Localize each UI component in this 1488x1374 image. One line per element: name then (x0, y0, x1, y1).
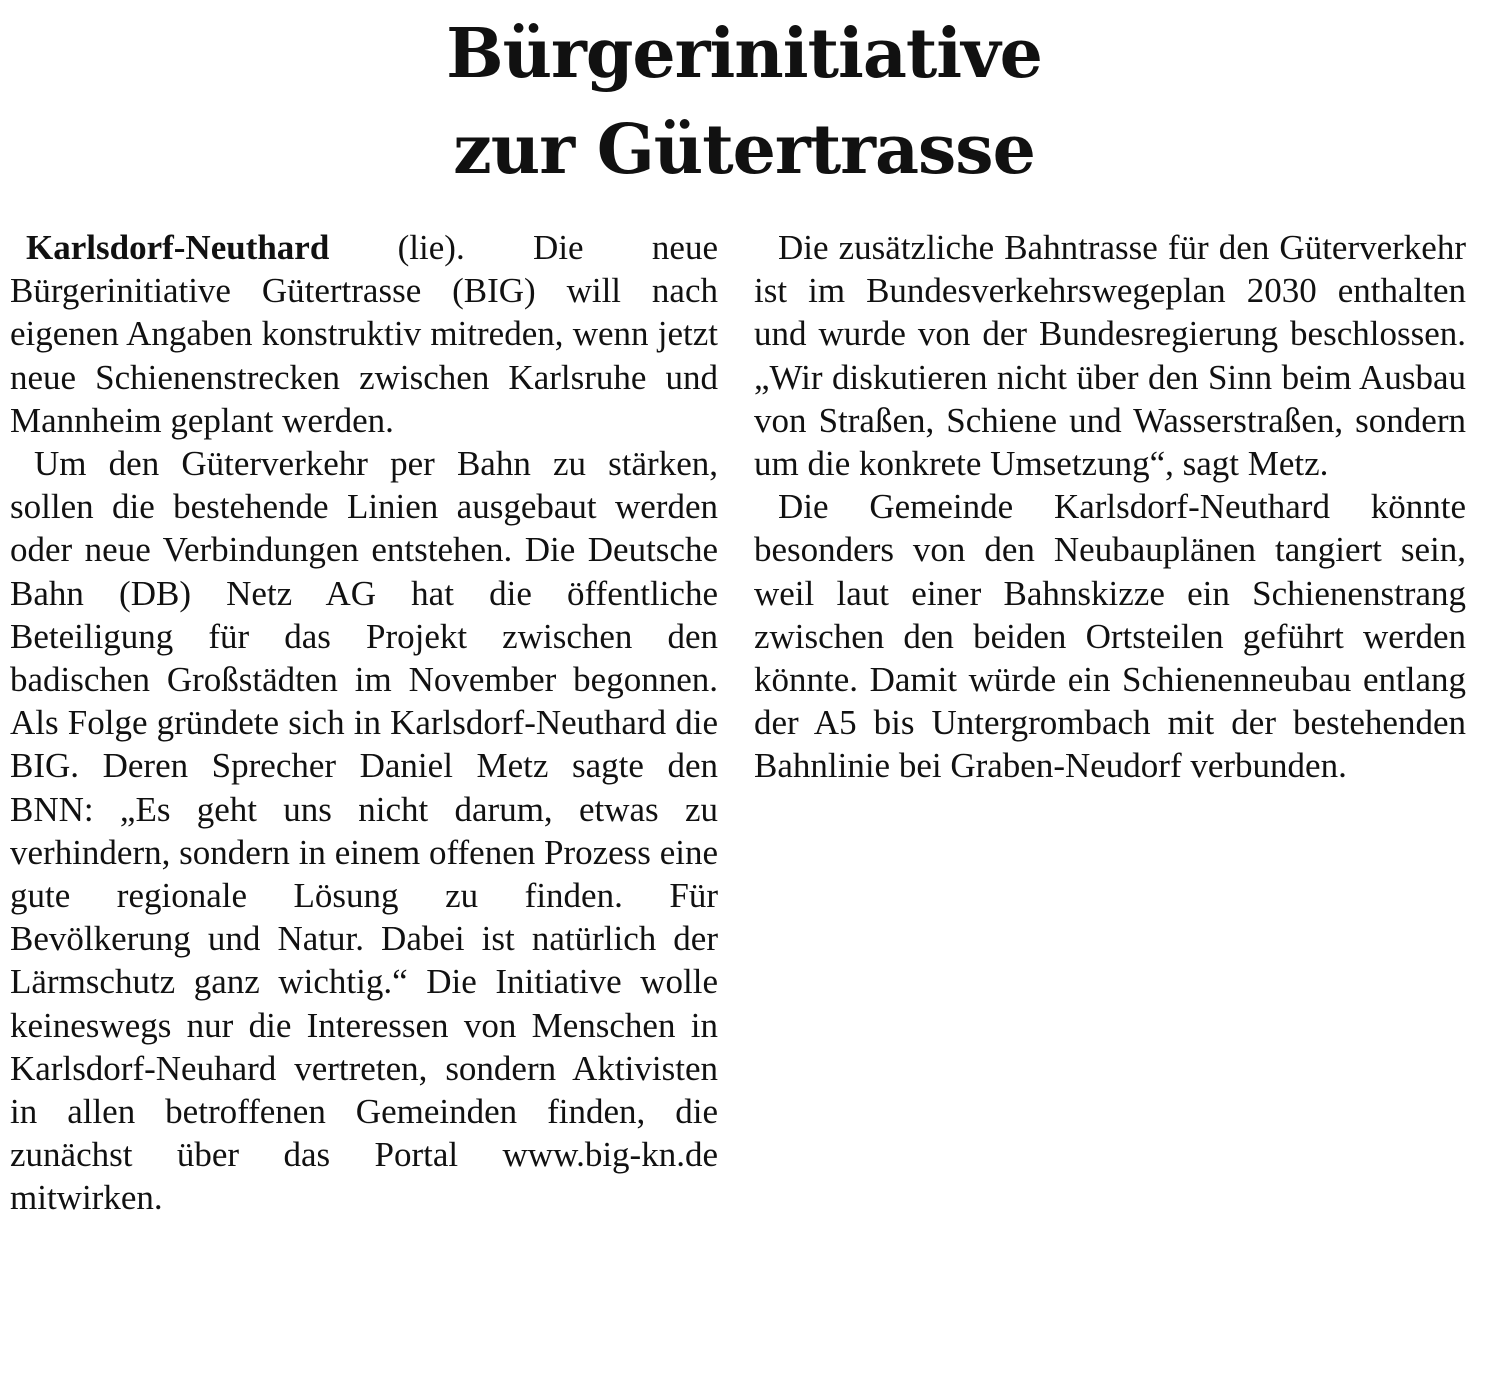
article-column-left (10, 226, 718, 1220)
paragraph-text: (lie). Die neue Bürgerinitiative Gütertrasse (BIG) will nach eigenen Angaben konstruktiv mitreden, wenn jetzt neue Schienenstrecken zwischen Karlsruhe und Mannheim geplant werden. (10, 228, 718, 440)
headline-line-1: Bürgerinitiative (446, 14, 1042, 94)
article-paragraph: Die zusätzliche Bahntrasse für den Güterverkehr ist im Bundesverkehrswegeplan 2030 enthalten und wurde von der Bundesregierung beschlossen. „Wir diskutieren nicht über den Sinn beim Ausbau von Straßen, Schiene und Wasserstraßen, sondern um die konkrete Umsetzung“, sagt Metz. (754, 228, 1466, 484)
article-paragraph: Die Gemeinde Karlsdorf-Neuthard könnte besonders von den Neubauplänen tangiert sein, weil laut einer Bahnskizze ein Schienenstrang zwischen den beiden Ortsteilen geführt werden könnte. Damit würde ein Schienenneubau entlang der A5 bis Untergrombach mit der bestehenden Bahnlinie bei Graben-Neudorf verbunden. (754, 487, 1466, 786)
article-paragraph (10, 226, 718, 442)
article-paragraph: Um den Güterverkehr per Bahn zu stärken, sollen die bestehende Linien ausgebaut werden oder neue Verbindungen entstehen. Die Deutsche Bahn (DB) Netz AG hat die öffentliche Beteiligung für das Projekt zwischen den badischen Großstädten im November begonnen. Als Folge gründete sich in Karlsdorf-Neuthard die BIG. Deren Sprecher Daniel Metz sagte den BNN: „Es geht uns nicht darum, etwas zu verhindern, sondern in einem offenen Prozess eine gute regionale Lösung zu finden. Für Bevölkerung und Natur. Dabei ist natürlich der Lärmschutz ganz wichtig.“ Die Initiative wolle keineswegs nur die Interessen von Menschen in Karlsdorf-Neuhard vertreten, sondern Aktivisten in allen betroffenen Gemeinden finden, die zunächst über das Portal www.big-kn.de mitwirken. (10, 444, 718, 1218)
article-column-right (754, 226, 1466, 788)
dateline: Karlsdorf-Neuthard (26, 228, 330, 267)
headline-line-2: zur Gütertrasse (453, 110, 1035, 190)
